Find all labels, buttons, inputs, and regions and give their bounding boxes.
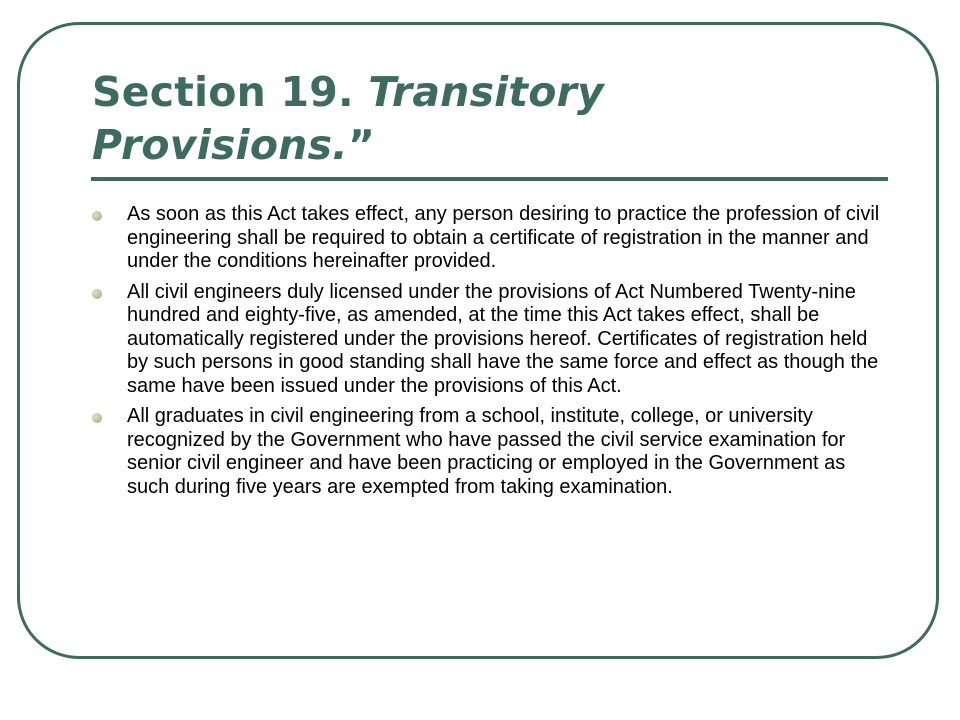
bullet-text: As soon as this Act takes effect, any person desiring to practice the profession of civil engineering shall be required to obtain a certificate of registration in the manner and under the conditions hereinafter provided.	[127, 203, 880, 272]
bullet-text: All graduates in civil engineering from a school, institute, college, or university recognized by the Government who have passed the civil service examination for senior civil engineer and have been practicing or employed in the Government as such during five years are exempted from taking examination.	[127, 405, 846, 498]
bullet-item	[92, 281, 892, 399]
title-underline	[91, 177, 888, 181]
bullet-item	[92, 203, 892, 274]
bullet-item	[92, 405, 892, 499]
bullet-text: All civil engineers duly licensed under the provisions of Act Numbered Twenty-nine hundred and eighty-five, as amended, at the time this Act takes effect, shall be automatically registered under the provisions hereof. Certificates of registration held by such persons in good standing shall have the same force and effect as though the same have been issued under the provisions of this Act.	[127, 280, 879, 397]
title-section-number: Section 19.	[92, 68, 369, 116]
title-closing-quote: ”	[347, 121, 376, 169]
bullet-dot-icon	[92, 289, 102, 299]
title-section-name: Transitory Provisions.	[92, 68, 604, 169]
slide-title	[92, 66, 882, 172]
bullet-dot-icon	[92, 413, 102, 423]
bullet-dot-icon	[92, 211, 102, 221]
bullet-list	[92, 203, 892, 506]
